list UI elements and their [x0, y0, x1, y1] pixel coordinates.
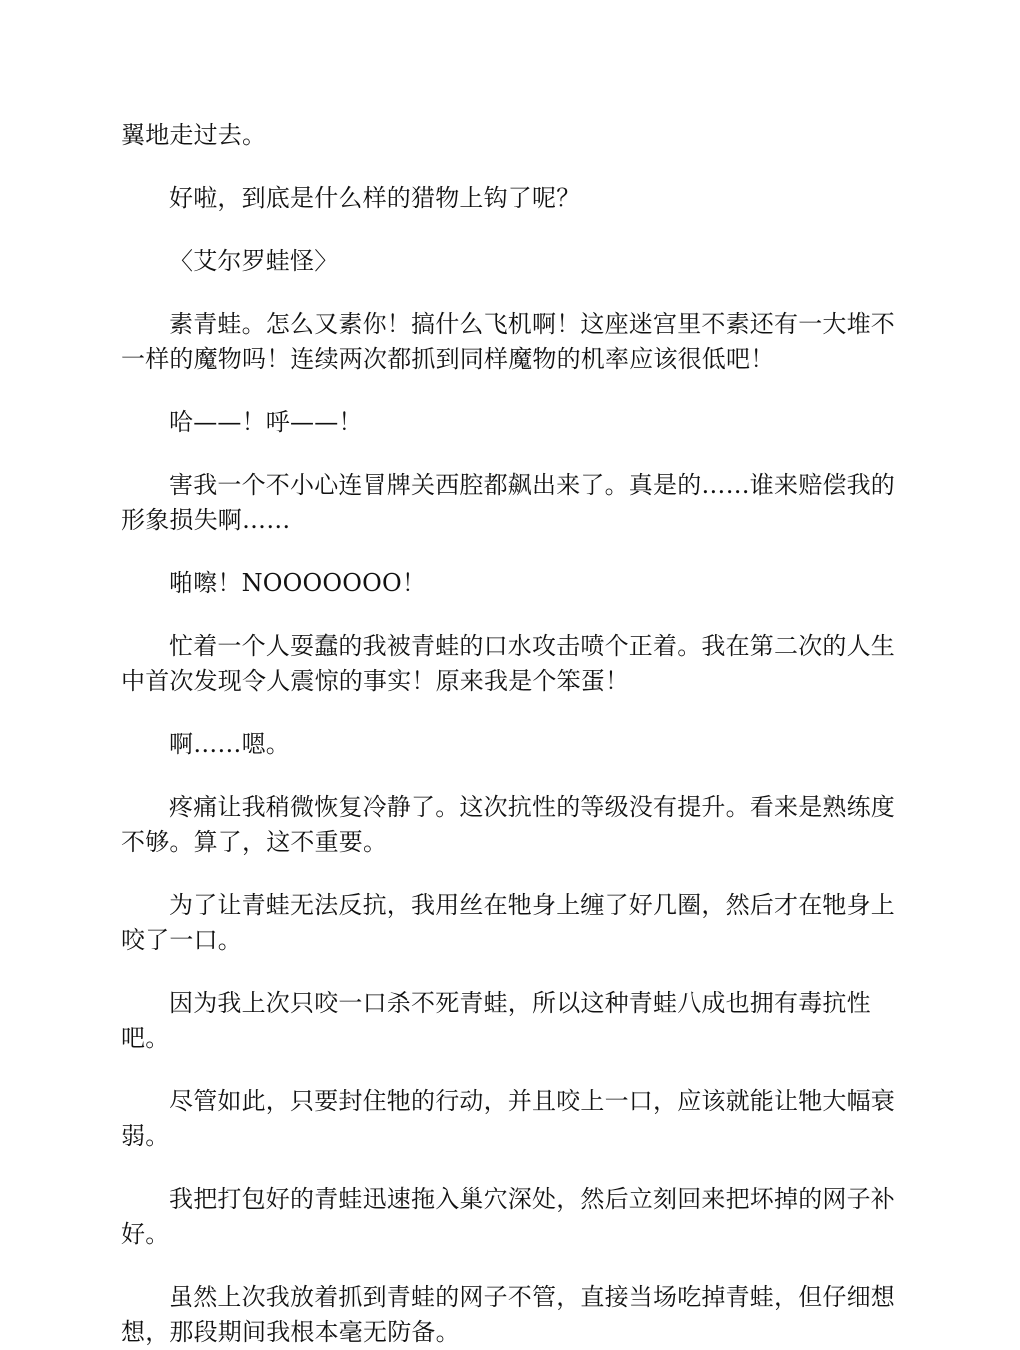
paragraph: 忙着一个人耍蠢的我被青蛙的口水攻击喷个正着。我在第二次的人生中首次发现令人震惊的事实！原来我是个笨蛋！: [121, 632, 895, 695]
paragraph: 素青蛙。怎么又素你！搞什么飞机啊！这座迷宫里不素还有一大堆不一样的魔物吗！连续两次都抓到同样魔物的机率应该很低吧！: [121, 310, 895, 373]
paragraph: 啊……嗯。: [169, 730, 290, 758]
paragraph: 哈——！呼——！: [169, 408, 363, 436]
paragraph: 啪嚓！NOOOOOOO！: [169, 569, 427, 597]
paragraph: 尽管如此，只要封住牠的行动，并且咬上一口，应该就能让牠大幅衰弱。: [121, 1087, 895, 1150]
paragraph: 疼痛让我稍微恢复冷静了。这次抗性的等级没有提升。看来是熟练度不够。算了，这不重要。: [121, 793, 895, 856]
paragraph: 害我一个不小心连冒牌关西腔都飙出来了。真是的……谁来赔偿我的形象损失啊……: [121, 471, 895, 534]
paragraph: 为了让青蛙无法反抗，我用丝在牠身上缠了好几圈，然后才在牠身上咬了一口。: [121, 891, 895, 954]
paragraph: 因为我上次只咬一口杀不死青蛙，所以这种青蛙八成也拥有毒抗性吧。: [121, 989, 871, 1052]
paragraph: 翼地走过去。: [121, 121, 267, 149]
paragraph: 〈艾尔罗蛙怪〉: [169, 247, 339, 275]
paragraph: 我把打包好的青蛙迅速拖入巢穴深处，然后立刻回来把坏掉的网子补好。: [121, 1185, 895, 1248]
paragraph: 好啦，到底是什么样的猎物上钩了呢？: [169, 184, 581, 212]
paragraph: 虽然上次我放着抓到青蛙的网子不管，直接当场吃掉青蛙，但仔细想想，那段期间我根本毫无防备。: [121, 1283, 895, 1346]
